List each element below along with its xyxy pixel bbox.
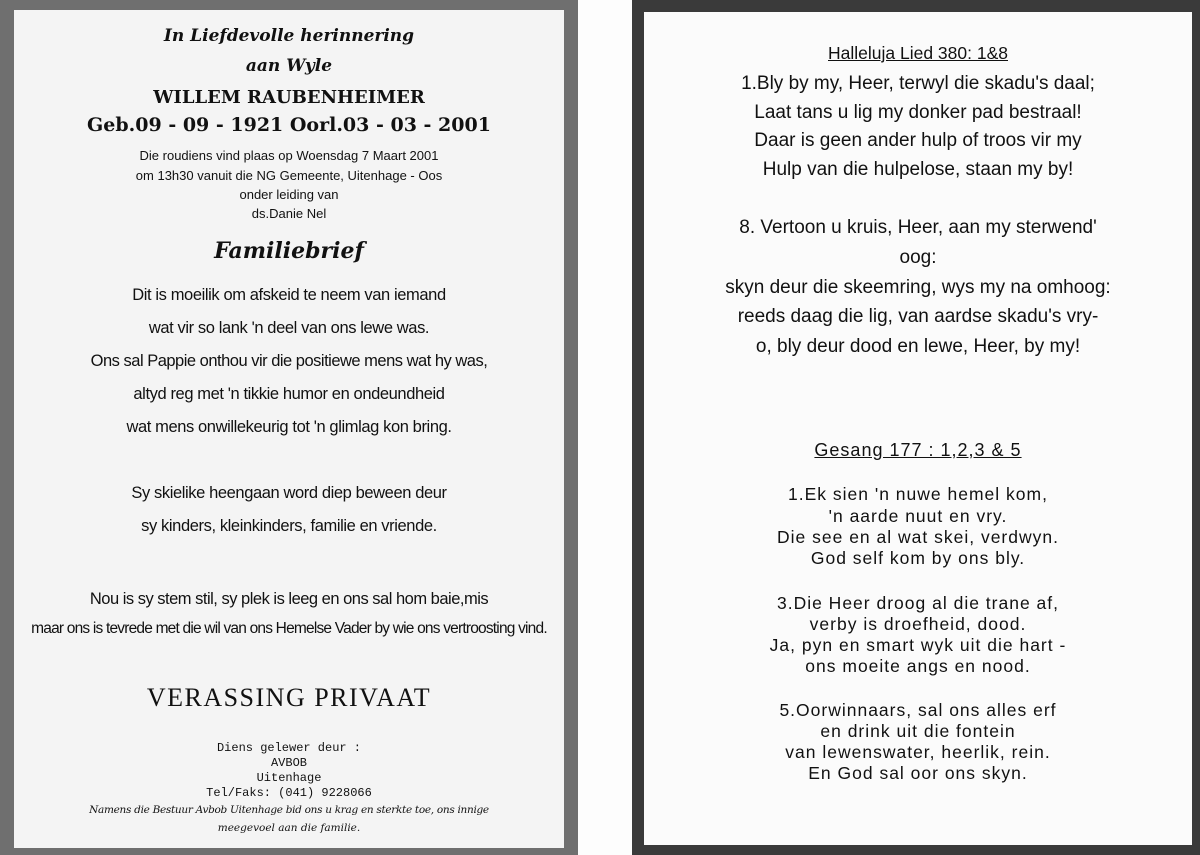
letter-line: Ons sal Pappie onthou vir die positiewe mens wat hy was,	[90, 352, 488, 370]
letter-line: sy kinders, kleinkinders, familie en vriende.	[141, 517, 437, 535]
hymn-line: en drink uit die fontein	[820, 721, 1016, 741]
memorial-heading: In Liefdevolle herinnering	[163, 26, 415, 46]
provider-phone: Tel/Faks: (041) 9228066	[206, 786, 372, 800]
provider-line: Diens gelewer deur :	[216, 741, 362, 755]
hymn-line: Die see en al wat skei, verdwyn.	[777, 527, 1059, 547]
hymn-line: 'n aarde nuut en vry.	[828, 506, 1008, 526]
hymn-line: Hulp van die hulpelose, staan my by!	[762, 159, 1074, 180]
hymn-line: 1.Ek sien 'n nuwe hemel kom,	[788, 484, 1048, 504]
condolence-line: meegevoel aan die familie.	[217, 822, 361, 834]
memorial-subheading: aan Wyle	[245, 56, 333, 76]
hymn-line: reeds daag die lig, van aardse skadu's vry-	[737, 306, 1099, 327]
hymn-line: verby is droefheid, dood.	[809, 614, 1027, 634]
right-card-paper	[644, 12, 1192, 845]
hymn-line: 8. Vertoon u kruis, Heer, aan my sterwend'	[739, 217, 1097, 238]
letter-line: Sy skielike heengaan word diep beween deur	[131, 484, 447, 502]
cremation-notice: VERASSING PRIVAAT	[146, 683, 432, 712]
letter-line: maar ons is tevrede met die wil van ons Hemelse Vader by wie ons vertroosting vind.	[31, 620, 547, 637]
condolence-line: Namens die Bestuur Avbob Uitenhage bid ons u krag en sterkte toe, ons innige	[89, 804, 489, 816]
hymn-line: oog:	[899, 247, 937, 268]
hymn-line: o, bly deur dood en lewe, Heer, by my!	[755, 336, 1081, 357]
hymn-title: Gesang 177 : 1,2,3 & 5	[814, 440, 1022, 460]
provider-location: Uitenhage	[256, 771, 322, 785]
hymn-line: 5.Oorwinnaars, sal ons alles erf	[779, 700, 1057, 720]
letter-line: wat mens onwillekeurig tot 'n glimlag kon bring.	[126, 418, 452, 436]
deceased-name: WILLEM RAUBENHEIMER	[153, 87, 425, 108]
birth-death-dates: Geb.09 - 09 - 1921 Oorl.03 - 03 - 2001	[87, 114, 491, 136]
hymn-line: En God sal oor ons skyn.	[808, 763, 1028, 783]
right-card	[632, 0, 1200, 855]
hymn-line: skyn deur die skeemring, wys my na omhoog:	[725, 277, 1111, 298]
service-line: Die roudiens vind plaas op Woensdag 7 Maart 2001	[139, 148, 439, 163]
hymn-line: Ja, pyn en smart wyk uit die hart -	[769, 635, 1067, 655]
letter-line: altyd reg met 'n tikkie humor en ondeundheid	[133, 385, 445, 403]
hymn-line: Laat tans u lig my donker pad bestraal!	[754, 102, 1082, 123]
letter-title: Familiebrief	[214, 238, 364, 264]
hymn-line: God self kom by ons bly.	[810, 548, 1026, 568]
hymn-line: van lewenswater, heerlik, rein.	[785, 742, 1051, 762]
hymn-line: 3.Die Heer droog al die trane af,	[776, 593, 1060, 613]
left-card-paper	[14, 10, 564, 848]
hymn-line: ons moeite angs en nood.	[805, 656, 1031, 676]
service-line: om 13h30 vanuit die NG Gemeente, Uitenhage - Oos	[135, 168, 443, 183]
letter-line: wat vir so lank 'n deel van ons lewe was.	[148, 319, 430, 337]
minister-name: ds.Danie Nel	[251, 206, 327, 221]
letter-line: Nou is sy stem stil, sy plek is leeg en ons sal hom baie,mis	[89, 590, 489, 608]
hymn-title: Halleluja Lied 380: 1&8	[828, 43, 1008, 63]
card-gap	[578, 0, 632, 855]
hymn-line: 1.Bly by my, Heer, terwyl die skadu's daal;	[741, 73, 1095, 94]
left-card	[0, 0, 578, 855]
hymn-line: Daar is geen ander hulp of troos vir my	[754, 130, 1082, 151]
provider-name: AVBOB	[270, 756, 307, 770]
letter-line: Dit is moeilik om afskeid te neem van iemand	[132, 286, 446, 304]
service-line: onder leiding van	[239, 187, 339, 202]
